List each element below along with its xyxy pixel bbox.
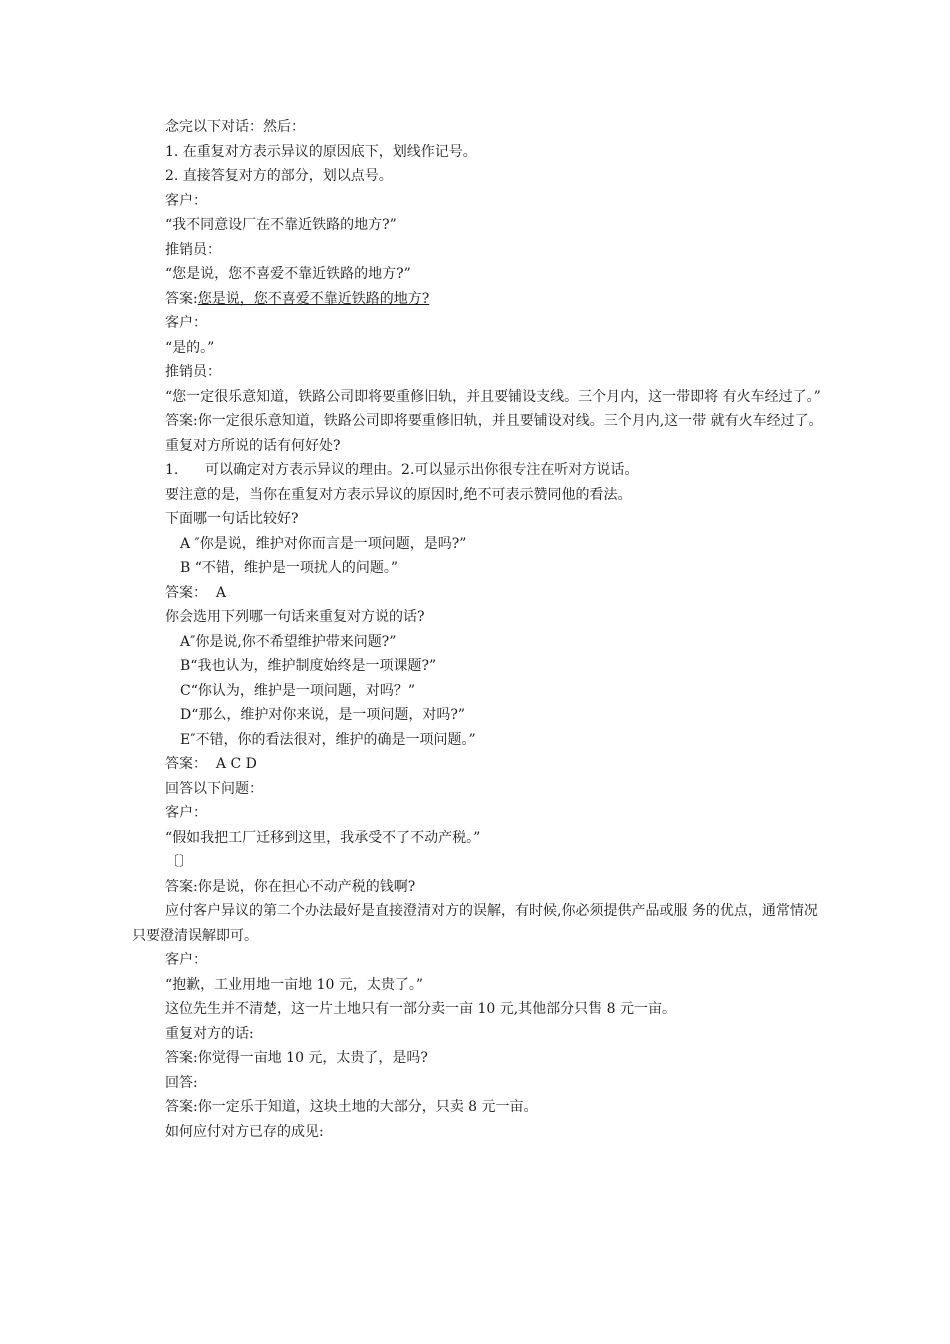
note-line: 要注意的是，当你在重复对方表示异议的原因时,绝不可表示赞同他的看法。 bbox=[165, 486, 632, 503]
answer-line: 答案： A bbox=[165, 584, 227, 601]
instruction-step-1: 1. 在重复对方表示异议的原因底下，划线作记号。 bbox=[165, 143, 477, 160]
speaker-label: 客户： bbox=[165, 192, 207, 209]
question-line: 重复对方的话: bbox=[165, 1025, 254, 1042]
question-line: 回答以下问题： bbox=[165, 780, 263, 797]
option-b: B“我也认为，维护制度始终是一项课题?” bbox=[180, 658, 437, 674]
underlined-answer: 您是说，您不喜爱不靠近铁路的地方? bbox=[197, 290, 430, 307]
answer-line: 答案： A C D bbox=[165, 756, 257, 772]
dialogue-line: “抱歉，工业用地一亩地 10 元，太贵了。” bbox=[165, 976, 424, 993]
answer-line: 答案:你一定乐于知道，这块土地的大部分，只卖 8 元一亩。 bbox=[165, 1099, 538, 1115]
speaker-label: 客户： bbox=[165, 805, 207, 821]
explanation-line: 这位先生并不清楚，这一片土地只有一部分卖一亩 10 元,其他部分只售 8 元一亩。 bbox=[165, 1001, 676, 1017]
option-b: B “不错，维护是一项扰人的问题。” bbox=[180, 560, 399, 576]
dialogue-line: “假如我把工厂迁移到这里，我承受不了不动产税。” bbox=[165, 829, 481, 846]
question-line: 重复对方所说的话有何好处? bbox=[165, 437, 341, 454]
option-a: A ″你是说，维护对你而言是一项问题，是吗?” bbox=[180, 535, 467, 552]
dialogue-line: “是的。” bbox=[165, 339, 215, 356]
question-line: 下面哪一句话比较好? bbox=[165, 511, 299, 527]
dialogue-line: “您是说，您不喜爱不靠近铁路的地方?” bbox=[165, 266, 411, 282]
option-a: A″你是说,你不希望维护带来问题?” bbox=[180, 633, 397, 650]
speaker-label: 推销员： bbox=[165, 241, 221, 258]
answer-paragraph: 答案:你一定很乐意知道，铁路公司即将要重修旧轨，并且要铺设对线。三个月内,这一带 就有火车经过了。 bbox=[165, 413, 823, 429]
instruction-line: 念完以下对话：然后： bbox=[165, 119, 305, 135]
question-line: 你会选用下列哪一句话来重复对方说的话? bbox=[165, 609, 425, 625]
section-heading: 如何应付对方已存的成见: bbox=[165, 1123, 324, 1140]
answer-line: 答案:你觉得一亩地 10 元，太贵了，是吗? bbox=[165, 1050, 428, 1066]
option-e: E″不错，你的看法很对，维护的确是一项问题。” bbox=[180, 731, 476, 748]
option-c: C“你认为，维护是一项问题，对吗？” bbox=[180, 682, 416, 699]
benefits-line: 1. 可以确定对方表示异议的理由。2.可以显示出你很专注在听对方说话。 bbox=[165, 462, 639, 478]
dialogue-line: “我不同意设厂在不靠近铁路的地方?” bbox=[165, 217, 397, 233]
speaker-label: 客户： bbox=[165, 315, 207, 331]
speaker-label: 客户： bbox=[165, 952, 207, 968]
explanation-paragraph: 应付客户异议的第二个办法最好是直接澄清对方的误解，有时候,你必须提供产品或服 务的优点，通常情况只要澄清误解即可。 bbox=[132, 903, 818, 944]
speaker-label: 推销员： bbox=[165, 364, 221, 380]
document-body bbox=[132, 115, 824, 1144]
answer-line bbox=[132, 287, 824, 312]
question-line: 回答: bbox=[165, 1074, 198, 1091]
instruction-step-2: 2. 直接答复对方的部分，划以点号。 bbox=[165, 168, 393, 184]
option-d: D“那么，维护对你来说，是一项问题，对吗?” bbox=[180, 707, 466, 723]
dialogue-paragraph: “您一定很乐意知道，铁路公司即将要重修旧轨，并且要铺设支线。三个月内，这一带即将 有火车经过了。” bbox=[165, 388, 821, 405]
answer-line: 答案:你是说，你在担心不动产税的钱啊? bbox=[165, 878, 416, 895]
answer-prefix: 答案: bbox=[165, 290, 198, 307]
blank-bracket: 〔〕 bbox=[165, 854, 193, 870]
